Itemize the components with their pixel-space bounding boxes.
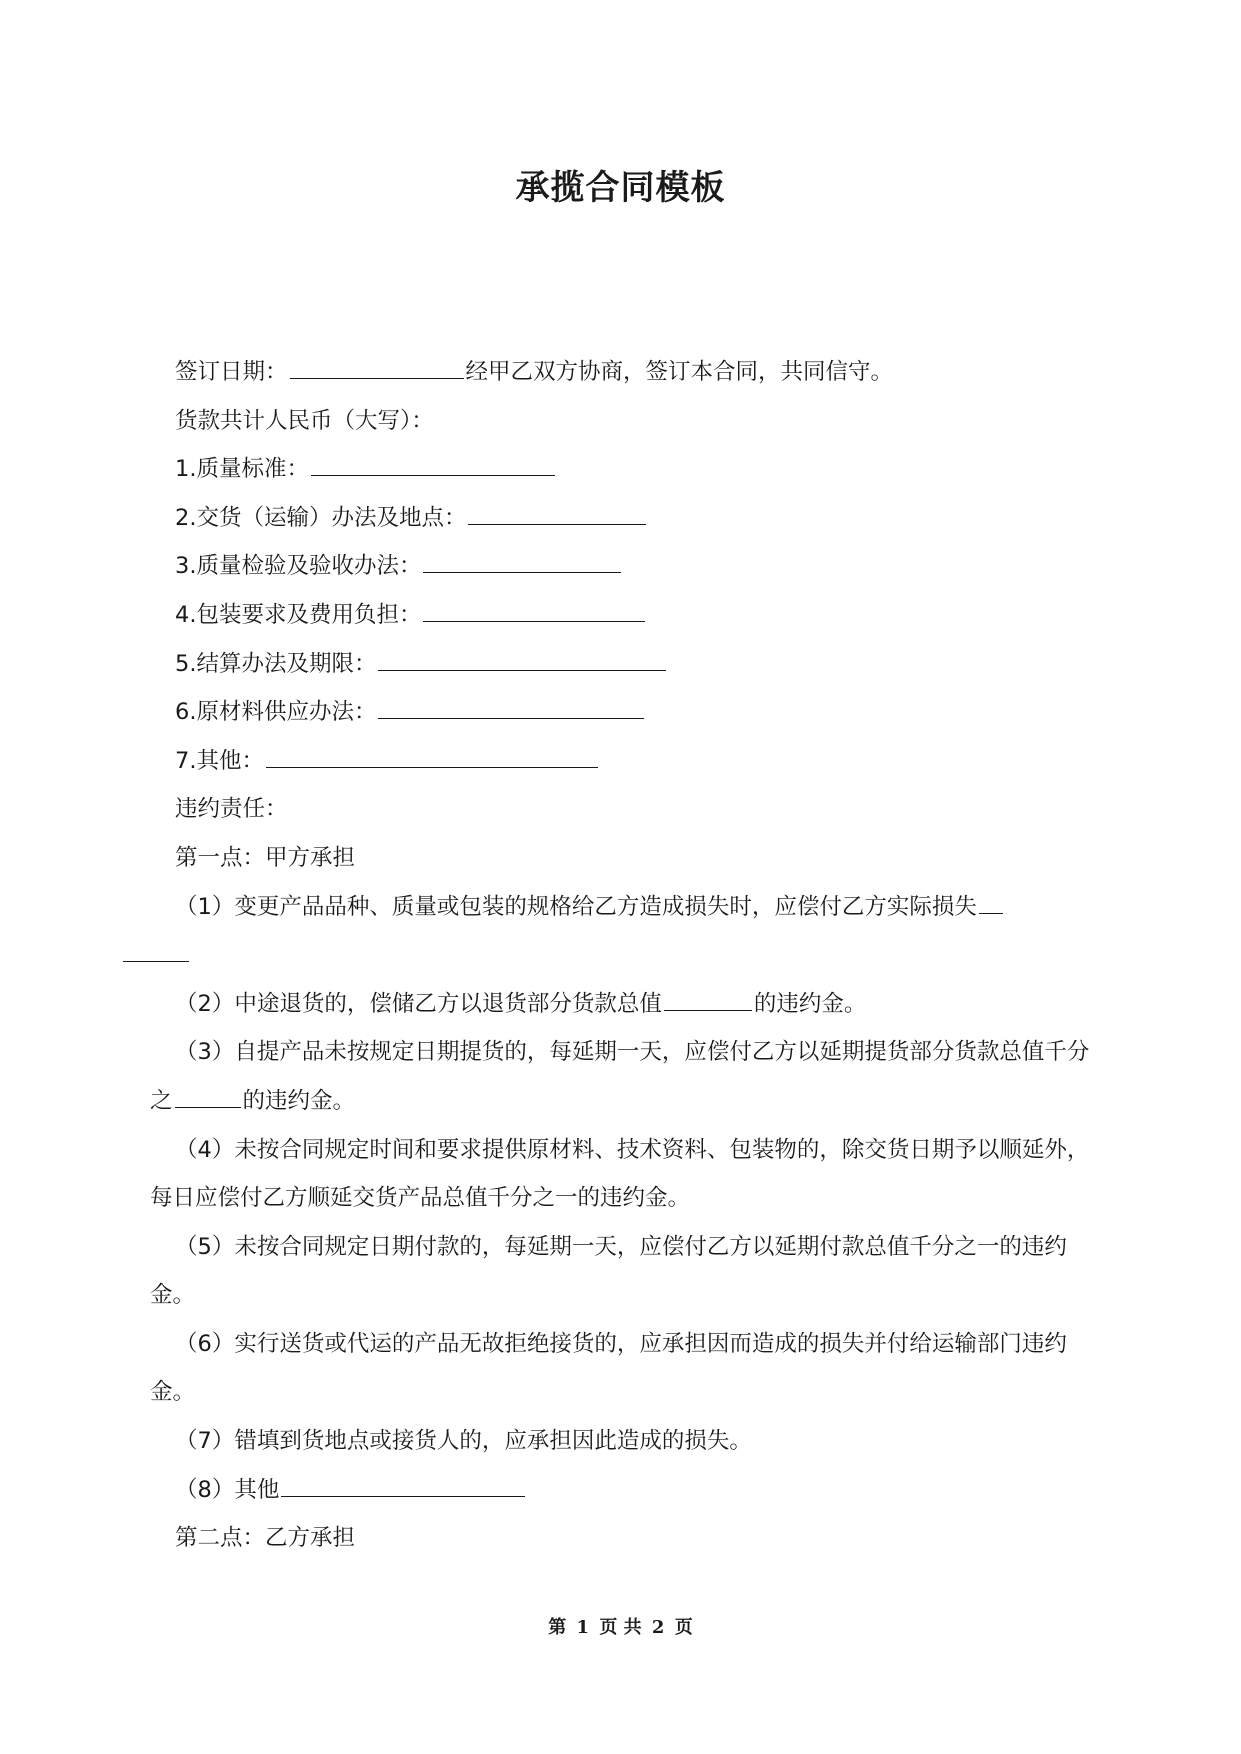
clause-3	[150, 1028, 1091, 1125]
item-settlement-blank	[378, 648, 666, 671]
clause-2	[150, 980, 1091, 1029]
item-quality-standard-label: 1.质量标准：	[175, 456, 309, 483]
item-packaging-blank	[423, 599, 645, 622]
clause-5: （5）未按合同规定日期付款的，每延期一天，应偿付乙方以延期付款总值千分之一的违约金。	[150, 1233, 1067, 1309]
clause-4: （4）未按合同规定时间和要求提供原材料、技术资料、包装物的，除交货日期予以顺延外，每日应偿付乙方顺延交货产品总值千分之一的违约金。	[150, 1136, 1090, 1212]
footer-total-pages: 2	[651, 1617, 665, 1638]
clause-1-blank-a	[979, 891, 1003, 914]
footer-middle: 页 共	[599, 1617, 642, 1638]
item-delivery-method-label: 2.交货（运输）办法及地点：	[175, 504, 467, 531]
item-inspection-method	[150, 542, 1091, 591]
item-raw-materials	[150, 688, 1091, 737]
item-delivery-method	[150, 494, 1091, 543]
item-raw-materials-blank	[378, 696, 644, 719]
item-delivery-method-blank	[468, 502, 646, 525]
document-title: 承揽合同模板	[515, 168, 726, 208]
footer-current-page: 1	[576, 1617, 590, 1638]
item-inspection-method-blank	[423, 550, 621, 573]
clause-3-text-b: 的违约金。	[242, 1087, 356, 1114]
clause-3-blank	[175, 1085, 241, 1108]
payment-total-line	[150, 397, 1091, 446]
item-packaging-label: 4.包装要求及费用负担：	[175, 601, 422, 628]
footer-prefix: 第	[548, 1617, 567, 1638]
footer-suffix: 页	[674, 1617, 693, 1638]
sign-date-blank	[290, 356, 464, 379]
clause-1-text: （1）变更产品品种、质量或包装的规格给乙方造成损失时，应偿付乙方实际损失	[175, 893, 977, 920]
clause-6: （6）实行送货或代运的产品无故拒绝接货的，应承担因而造成的损失并付给运输部门违约金。	[150, 1330, 1067, 1406]
item-settlement	[150, 640, 1091, 689]
clause-7: （7）错填到货地点或接货人的，应承担因此造成的损失。	[175, 1428, 752, 1455]
point1-heading: 第一点：甲方承担	[175, 844, 356, 871]
sign-date-label: 签订日期：	[175, 359, 288, 385]
point2-heading: 第二点：乙方承担	[175, 1525, 356, 1552]
item-other-label: 7.其他：	[175, 747, 264, 774]
payment-total-label: 货款共计人民币（大写）：	[175, 407, 434, 434]
item-settlement-label: 5.结算办法及期限：	[175, 650, 377, 677]
clause-2-blank	[664, 988, 752, 1011]
item-other	[150, 737, 1091, 786]
sign-date-line	[150, 348, 1091, 397]
document-body	[150, 348, 1091, 1563]
clause-8-blank	[281, 1474, 525, 1497]
page-footer	[0, 1613, 1241, 1639]
item-quality-standard-blank	[311, 453, 555, 476]
item-quality-standard	[150, 445, 1091, 494]
item-packaging	[150, 591, 1091, 640]
clause-2-text-a: （2）中途退货的，偿储乙方以退货部分货款总值	[175, 990, 662, 1017]
clause-2-text-b: 的违约金。	[753, 990, 867, 1017]
breach-heading: 违约责任：	[175, 796, 288, 823]
item-inspection-method-label: 3.质量检验及验收办法：	[175, 553, 422, 580]
clause-3-text-a: （3）自提产品未按规定日期提货的，每延期一天，应偿付乙方以延期提货部分货款总值千分之	[150, 1039, 1090, 1114]
clause-8-text: （8）其他	[175, 1476, 280, 1503]
clause-1	[150, 883, 1091, 980]
item-other-blank	[266, 745, 598, 768]
clause-1-blank-b	[123, 939, 189, 962]
clause-8	[150, 1466, 1091, 1515]
item-raw-materials-label: 6.原材料供应办法：	[175, 699, 377, 726]
sign-date-suffix: 经甲乙双方协商，签订本合同，共同信守。	[465, 359, 894, 385]
